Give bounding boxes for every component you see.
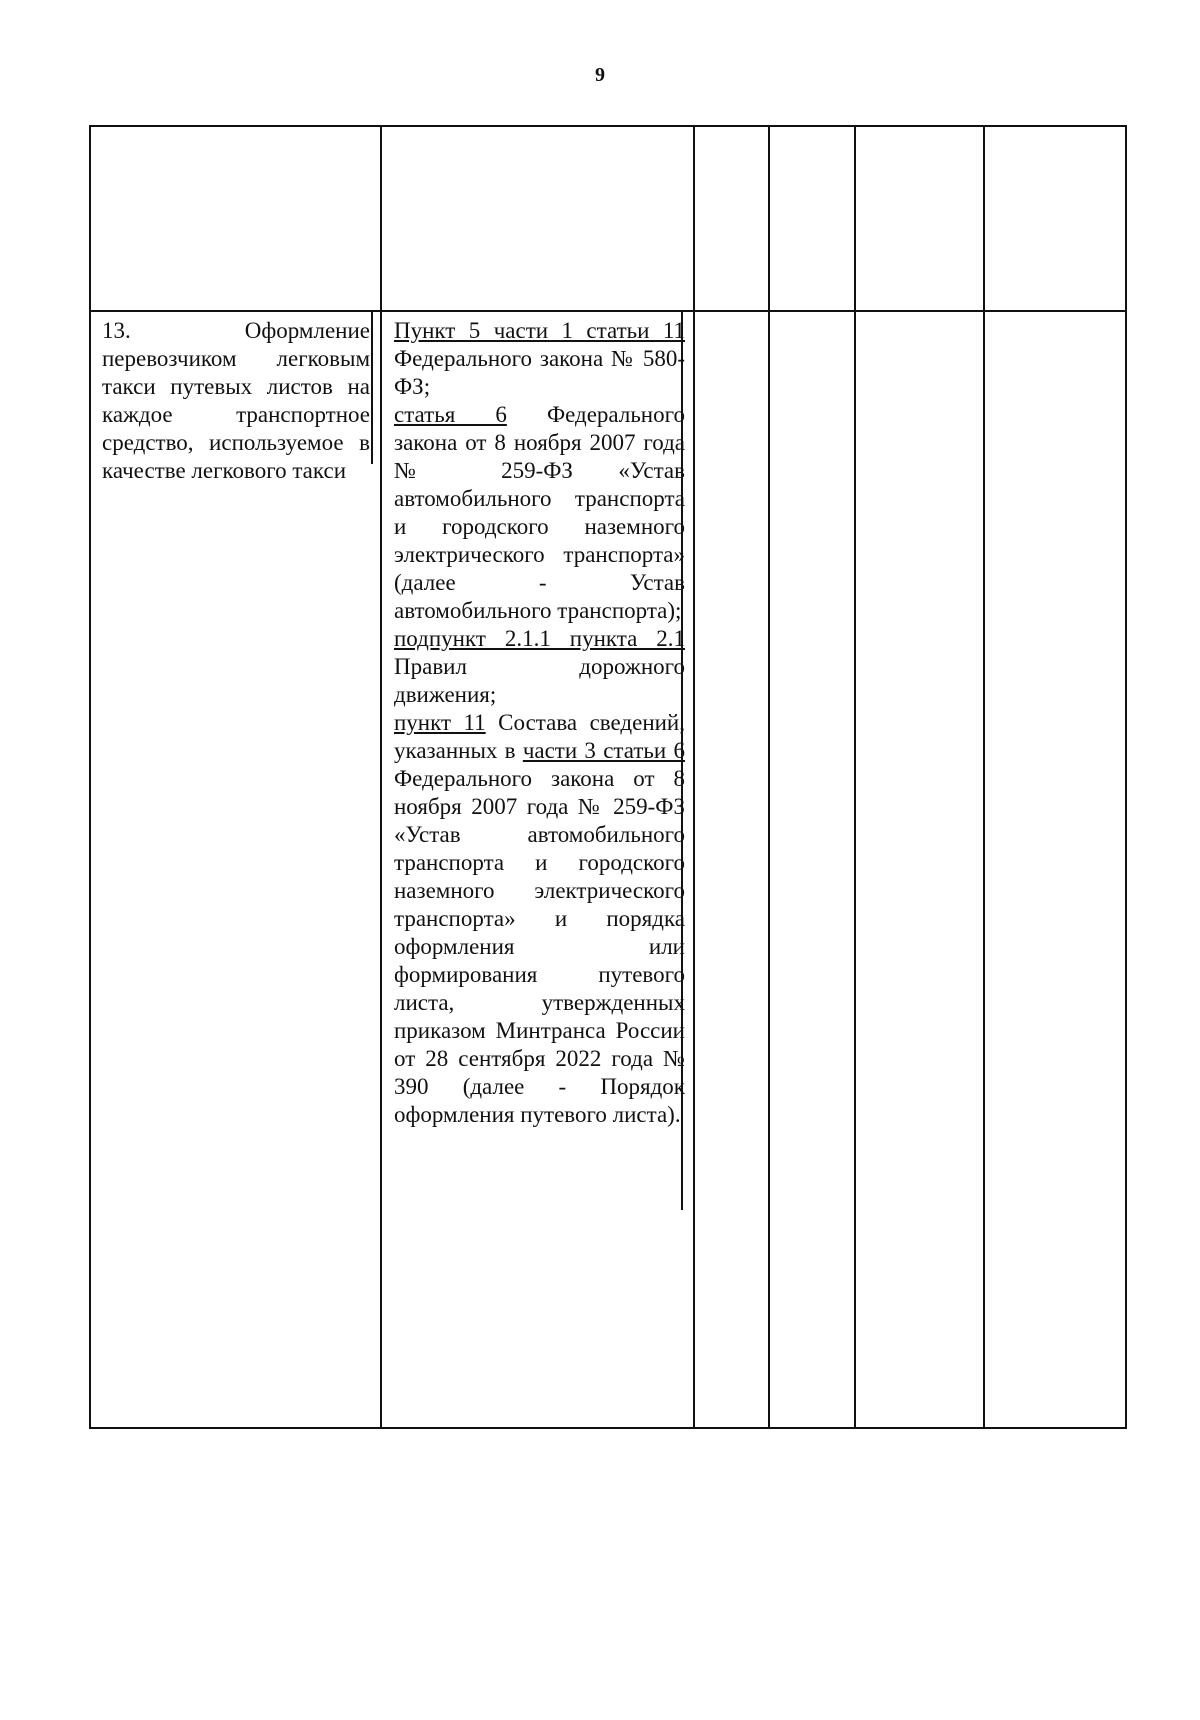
table-cell — [694, 126, 769, 311]
table-cell — [769, 126, 855, 311]
legal-reference-link[interactable]: пункт 11 — [394, 710, 486, 735]
table-cell — [694, 311, 769, 1428]
table-row — [90, 311, 1126, 1428]
table-row — [90, 126, 1126, 311]
legal-reference: Пункт 5 части 1 статьи 11 Федерального закона № 580-ФЗ; — [394, 318, 685, 399]
legal-reference: статья 6 Федерального закона от 8 ноября 2007 года № 259-ФЗ «Устав автомобильного транспорта и городского наземного электрического транспорта» (далее - Устав автомобильного транспорта); — [394, 402, 685, 623]
page-number: 9 — [595, 64, 605, 86]
requirement-title-word: Оформление — [244, 318, 370, 343]
legal-reference: подпункт 2.1.1 пункта 2.1 Правил дорожного движения; — [394, 626, 685, 707]
legal-reference-link[interactable]: подпункт 2.1.1 пункта 2.1 — [394, 626, 685, 651]
requirement-text — [91, 312, 380, 485]
legal-reference-link[interactable]: Пункт 5 части 1 статьи 11 — [394, 318, 685, 343]
requirements-table — [89, 125, 1127, 1429]
table-cell — [90, 126, 381, 311]
table-cell — [855, 126, 984, 311]
table-cell — [769, 311, 855, 1428]
requirement-number: 13. — [102, 318, 131, 343]
legal-reference-link[interactable]: части 3 статьи 6 — [522, 738, 685, 763]
requirement-description: перевозчиком легковым такси путевых листов на каждое транспортное средство, используемое в качестве легкового такси — [102, 346, 370, 483]
legal-reference: пункт 11 Состава сведений, указанных в части 3 статьи 6 Федерального закона от 8 ноября 2007 года № 259-ФЗ «Устав автомобильного транспорта и городского наземного электрического транспорта» и порядка оформления или формирования путевого листа, утвержденных приказом Минтранса России от 28 сентября 2022 года № 390 (далее - Порядок оформления путевого листа). — [394, 710, 685, 1127]
inner-frame-line — [681, 312, 683, 1210]
table-cell — [855, 311, 984, 1428]
table-cell — [381, 126, 694, 311]
legal-reference-link[interactable]: статья 6 — [394, 402, 507, 427]
inner-frame-line — [371, 312, 373, 464]
table-cell — [984, 126, 1126, 311]
legal-references-text — [382, 312, 693, 1129]
requirement-cell — [90, 311, 381, 1428]
legal-references-cell — [381, 311, 694, 1428]
table-cell — [984, 311, 1126, 1428]
